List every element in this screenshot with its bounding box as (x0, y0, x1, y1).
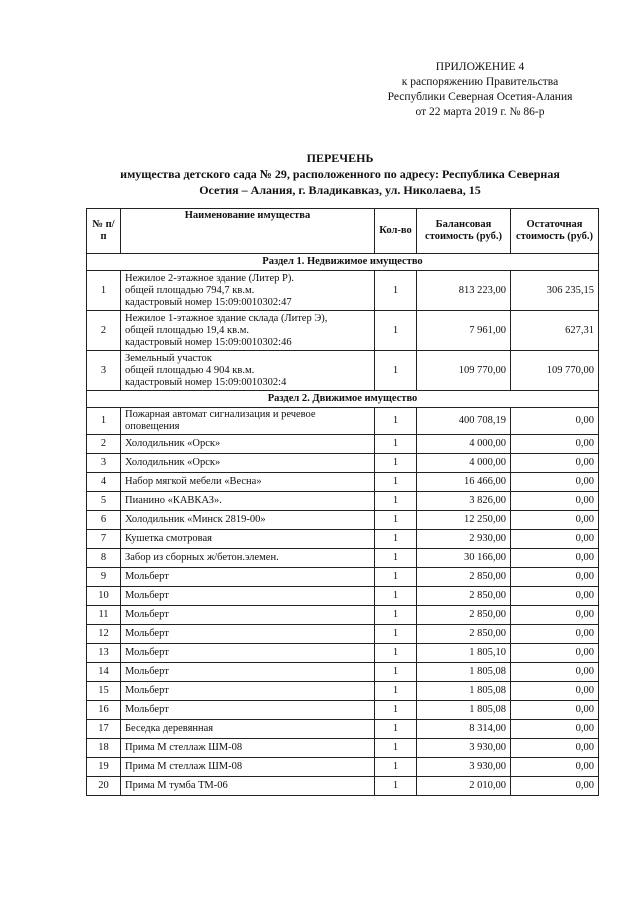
table-row (87, 701, 599, 720)
balance-value: 2 850,00 (417, 568, 511, 587)
quantity: 1 (375, 511, 417, 530)
table-row (87, 435, 599, 454)
quantity: 1 (375, 701, 417, 720)
title-heading: ПЕРЕЧЕНЬ (306, 151, 374, 165)
title-line-1: имущества детского сада № 29, расположенного по адресу: Республика Северная (120, 167, 560, 181)
section-1-row (87, 254, 599, 271)
property-name (121, 271, 375, 311)
property-name: Мольберт (121, 682, 375, 701)
row-number: 10 (87, 587, 121, 606)
property-name: Прима М стеллаж ШМ-08 (121, 758, 375, 777)
table-row (87, 271, 599, 311)
table-row (87, 758, 599, 777)
document-header (360, 60, 600, 120)
balance-value: 16 466,00 (417, 473, 511, 492)
appendix-label: ПРИЛОЖЕНИЕ 4 (435, 61, 525, 73)
table-row (87, 454, 599, 473)
residual-value: 0,00 (511, 587, 599, 606)
row-number: 4 (87, 473, 121, 492)
table-row (87, 408, 599, 435)
property-name: Прима М стеллаж ШМ-08 (121, 739, 375, 758)
property-name: Пианино «КАВКАЗ». (121, 492, 375, 511)
balance-value: 12 250,00 (417, 511, 511, 530)
section-1-title: Раздел 1. Недвижимое имущество (87, 254, 599, 271)
property-name: Холодильник «Орск» (121, 454, 375, 473)
row-number: 13 (87, 644, 121, 663)
row-number: 14 (87, 663, 121, 682)
document-title (80, 150, 600, 198)
table-row (87, 663, 599, 682)
balance-value: 2 930,00 (417, 530, 511, 549)
col-number-header: № п/п (87, 209, 121, 254)
quantity: 1 (375, 549, 417, 568)
row-number: 3 (87, 351, 121, 391)
property-name: Мольберт (121, 568, 375, 587)
table-row (87, 549, 599, 568)
balance-value: 2 850,00 (417, 587, 511, 606)
residual-value: 0,00 (511, 701, 599, 720)
quantity: 1 (375, 663, 417, 682)
balance-value: 3 826,00 (417, 492, 511, 511)
residual-value: 0,00 (511, 625, 599, 644)
balance-value: 2 850,00 (417, 625, 511, 644)
residual-value: 306 235,15 (511, 271, 599, 311)
row-number: 1 (87, 408, 121, 435)
balance-value: 1 805,08 (417, 682, 511, 701)
table-row (87, 739, 599, 758)
property-name-line: Земельный участок (125, 352, 212, 364)
property-name: Холодильник «Орск» (121, 435, 375, 454)
balance-value: 3 930,00 (417, 758, 511, 777)
table-row (87, 587, 599, 606)
table-row (87, 473, 599, 492)
row-number: 5 (87, 492, 121, 511)
table-row (87, 682, 599, 701)
row-number: 12 (87, 625, 121, 644)
quantity: 1 (375, 311, 417, 351)
residual-value: 0,00 (511, 549, 599, 568)
residual-value: 0,00 (511, 511, 599, 530)
row-number: 8 (87, 549, 121, 568)
balance-value: 7 961,00 (417, 311, 511, 351)
property-name-line: Нежилое 1-этажное здание склада (Литер Э), (125, 312, 328, 324)
property-name: Набор мягкой мебели «Весна» (121, 473, 375, 492)
row-number: 2 (87, 311, 121, 351)
row-number: 6 (87, 511, 121, 530)
quantity: 1 (375, 606, 417, 625)
property-name: Мольберт (121, 625, 375, 644)
residual-value: 0,00 (511, 663, 599, 682)
residual-value: 109 770,00 (511, 351, 599, 391)
residual-value: 0,00 (511, 777, 599, 796)
section-2-title: Раздел 2. Движимое имущество (87, 391, 599, 408)
title-line-2: Осетия – Алания, г. Владикавказ, ул. Николаева, 15 (199, 183, 481, 197)
residual-value: 0,00 (511, 606, 599, 625)
row-number: 20 (87, 777, 121, 796)
table-header-row (87, 209, 599, 254)
property-table (86, 208, 599, 796)
property-name-line: кадастровый номер 15:09:0010302:4 (125, 376, 287, 388)
residual-value: 0,00 (511, 682, 599, 701)
table-row (87, 720, 599, 739)
property-name: Мольберт (121, 663, 375, 682)
balance-value: 813 223,00 (417, 271, 511, 311)
balance-value: 3 930,00 (417, 739, 511, 758)
quantity: 1 (375, 473, 417, 492)
property-name (121, 311, 375, 351)
property-name: Мольберт (121, 587, 375, 606)
quantity: 1 (375, 492, 417, 511)
row-number: 19 (87, 758, 121, 777)
table-row (87, 644, 599, 663)
quantity: 1 (375, 435, 417, 454)
property-name: Мольберт (121, 644, 375, 663)
row-number: 1 (87, 271, 121, 311)
residual-value: 0,00 (511, 758, 599, 777)
residual-value: 0,00 (511, 492, 599, 511)
row-number: 16 (87, 701, 121, 720)
property-name: Прима М тумба ТМ-06 (121, 777, 375, 796)
property-name: Пожарная автомат сигнализация и речевое оповещения (121, 408, 375, 435)
col-residual-header: Остаточная стоимость (руб.) (511, 209, 599, 254)
quantity: 1 (375, 739, 417, 758)
quantity: 1 (375, 644, 417, 663)
quantity: 1 (375, 530, 417, 549)
table-row (87, 625, 599, 644)
residual-value: 0,00 (511, 454, 599, 473)
residual-value: 0,00 (511, 644, 599, 663)
table-row (87, 311, 599, 351)
quantity: 1 (375, 758, 417, 777)
property-name: Холодильник «Минск 2819-00» (121, 511, 375, 530)
balance-value: 400 708,19 (417, 408, 511, 435)
balance-value: 109 770,00 (417, 351, 511, 391)
row-number: 7 (87, 530, 121, 549)
property-name: Забор из сборных ж/бетон.элемен. (121, 549, 375, 568)
table-row (87, 351, 599, 391)
table-row (87, 492, 599, 511)
section-2-row (87, 391, 599, 408)
quantity: 1 (375, 454, 417, 473)
balance-value: 4 000,00 (417, 454, 511, 473)
table-row (87, 606, 599, 625)
property-name (121, 351, 375, 391)
property-name-line: кадастровый номер 15:09:0010302:47 (125, 296, 292, 308)
balance-value: 1 805,08 (417, 663, 511, 682)
quantity: 1 (375, 271, 417, 311)
balance-value: 30 166,00 (417, 549, 511, 568)
row-number: 17 (87, 720, 121, 739)
header-line-2: к распоряжению Правительства (401, 76, 559, 88)
row-number: 15 (87, 682, 121, 701)
quantity: 1 (375, 587, 417, 606)
row-number: 11 (87, 606, 121, 625)
quantity: 1 (375, 682, 417, 701)
col-balance-header: Балансовая стоимость (руб.) (417, 209, 511, 254)
row-number: 2 (87, 435, 121, 454)
table-row (87, 511, 599, 530)
property-name-line: Нежилое 2-этажное здание (Литер Р). (125, 272, 294, 284)
residual-value: 0,00 (511, 408, 599, 435)
balance-value: 8 314,00 (417, 720, 511, 739)
col-qty-header: Кол-во (375, 209, 417, 254)
quantity: 1 (375, 777, 417, 796)
property-name-line: общей площадью 19,4 кв.м. (125, 324, 249, 336)
header-date-line: от 22 марта 2019 г. № 86-р (415, 106, 545, 118)
residual-value: 0,00 (511, 530, 599, 549)
residual-value: 0,00 (511, 568, 599, 587)
property-name-line: кадастровый номер 15:09:0010302:46 (125, 336, 292, 348)
residual-value: 0,00 (511, 473, 599, 492)
quantity: 1 (375, 720, 417, 739)
residual-value: 0,00 (511, 435, 599, 454)
balance-value: 1 805,10 (417, 644, 511, 663)
quantity: 1 (375, 625, 417, 644)
property-name: Мольберт (121, 606, 375, 625)
row-number: 9 (87, 568, 121, 587)
balance-value: 4 000,00 (417, 435, 511, 454)
property-name-line: общей площадью 794,7 кв.м. (125, 284, 255, 296)
residual-value: 0,00 (511, 720, 599, 739)
table-row (87, 568, 599, 587)
row-number: 3 (87, 454, 121, 473)
balance-value: 1 805,08 (417, 701, 511, 720)
residual-value: 627,31 (511, 311, 599, 351)
balance-value: 2 010,00 (417, 777, 511, 796)
residual-value: 0,00 (511, 739, 599, 758)
property-name: Мольберт (121, 701, 375, 720)
property-name-line: общей площадью 4 904 кв.м. (125, 364, 255, 376)
col-name-header: Наименование имущества (121, 209, 375, 254)
quantity: 1 (375, 568, 417, 587)
table-row (87, 530, 599, 549)
table-row (87, 777, 599, 796)
property-name: Беседка деревянная (121, 720, 375, 739)
balance-value: 2 850,00 (417, 606, 511, 625)
property-name: Кушетка смотровая (121, 530, 375, 549)
quantity: 1 (375, 351, 417, 391)
row-number: 18 (87, 739, 121, 758)
header-line-3: Республики Северная Осетия-Алания (387, 91, 573, 103)
quantity: 1 (375, 408, 417, 435)
